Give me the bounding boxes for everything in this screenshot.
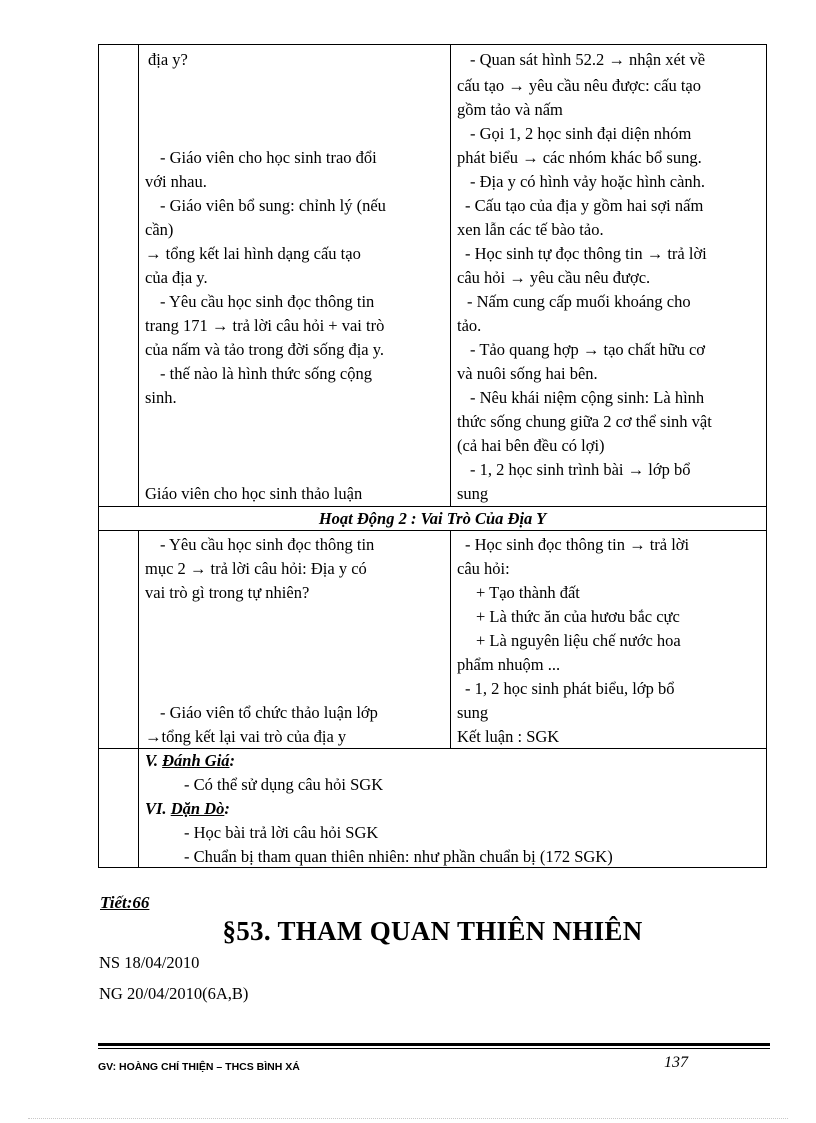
s1-left-line: → tổng kết lai hình dạng cấu tạo: [145, 244, 361, 263]
footer-page-number: 137: [664, 1054, 688, 1071]
footer-teacher: GV: HOÀNG CHÍ THIỆN – THCS BÌNH XÁ: [98, 1061, 300, 1073]
table-border-right: [766, 44, 767, 868]
s1-right-line: - 1, 2 học sinh trình bài → lớp bổ: [470, 460, 691, 479]
s2-right-line: + Là thức ăn của hươu bắc cực: [476, 607, 680, 626]
s1-left-line: - Yêu cầu học sinh đọc thông tin: [160, 292, 375, 311]
s1-right-line: - Cấu tạo của địa y gồm hai sợi nấm: [465, 196, 704, 215]
table-border-left: [98, 44, 99, 868]
s2-right-line: - Học sinh đọc thông tin → trả lời: [465, 535, 690, 554]
homework-line: - Học bài trả lời câu hỏi SGK: [184, 823, 379, 842]
s1-left-line: - Giáo viên bổ sung: chỉnh lý (nếu: [160, 196, 386, 215]
s1-right-line: và nuôi sống hai bên.: [457, 364, 598, 383]
s2-right-line: sung: [457, 703, 489, 722]
lesson-period: Tiết:66: [100, 893, 150, 912]
s1-left-line: Giáo viên cho học sinh thảo luận: [145, 484, 363, 503]
evaluation-heading-text: Đánh Giá: [162, 751, 230, 770]
lesson-ns-date: NS 18/04/2010: [99, 953, 200, 972]
s1-left-line: trang 171 → trả lời câu hỏi + vai trò: [145, 316, 385, 335]
evaluation-heading-colon: :: [229, 751, 236, 770]
s1-left-line: sinh.: [145, 388, 177, 407]
s1-right-line: - Gọi 1, 2 học sinh đại diện nhóm: [470, 124, 692, 143]
table-border-top: [98, 44, 767, 45]
s1-left-line: cần): [145, 220, 174, 239]
page-edge-dotted: [28, 1118, 788, 1119]
s1-right-line: tảo.: [457, 316, 482, 335]
s1-right-line: - Nấm cung cấp muối khoáng cho: [467, 292, 691, 311]
table-col-divider-narrow-2: [138, 531, 139, 868]
lesson-title: §53. THAM QUAN THIÊN NHIÊN: [222, 916, 643, 946]
s2-left-line: - Giáo viên tổ chức thảo luận lớp: [160, 703, 378, 722]
s1-right-line: thức sống chung giữa 2 cơ thể sinh vật: [457, 412, 712, 431]
s1-right-line: - Tảo quang hợp → tạo chất hữu cơ: [470, 340, 706, 359]
footer-rule-thick: [98, 1043, 770, 1046]
s1-right-line: cấu tạo → yêu cầu nêu được: cấu tạo: [457, 76, 701, 95]
evaluation-line: - Có thể sử dụng câu hỏi SGK: [184, 775, 384, 794]
homework-line: - Chuẩn bị tham quan thiên nhiên: như phần chuẩn bị (172 SGK): [184, 847, 613, 866]
s1-right-line: câu hỏi → yêu cầu nêu được.: [457, 268, 651, 287]
s1-left-line: - thế nào là hình thức sống cộng: [160, 364, 372, 383]
s1-right-line: - Địa y có hình vảy hoặc hình cành.: [470, 172, 706, 191]
s2-right-line: câu hỏi:: [457, 559, 510, 578]
evaluation-heading-num: V.: [145, 751, 159, 770]
homework-heading-text: Dặn Dò: [170, 799, 225, 818]
s1-left-line: địa y?: [148, 50, 188, 69]
s1-right-line: xen lẫn các tế bào tảo.: [457, 220, 604, 239]
s1-right-line: - Nêu khái niệm cộng sinh: Là hình: [470, 388, 705, 407]
footer-rule-thin: [98, 1048, 770, 1049]
lesson-ng-date: NG 20/04/2010(6A,B): [99, 984, 249, 1003]
s1-right-line: - Học sinh tự đọc thông tin → trả lời: [465, 244, 707, 263]
s1-left-line: với nhau.: [145, 172, 207, 191]
homework-heading-colon: :: [224, 799, 230, 818]
s2-right-line: - 1, 2 học sinh phát biểu, lớp bổ: [465, 679, 675, 698]
s1-right-line: (cả hai bên đều có lợi): [457, 436, 605, 455]
s1-left-line: của nấm và tảo trong đời sống địa y.: [145, 340, 385, 359]
activity-2-heading: Hoạt Động 2 : Vai Trò Của Địa Y: [318, 509, 547, 528]
evaluation-heading: [145, 749, 235, 773]
homework-heading: [145, 797, 230, 821]
s2-right-line: Kết luận : SGK: [457, 727, 560, 746]
s2-left-line: - Yêu cầu học sinh đọc thông tin: [160, 535, 375, 554]
s2-left-line: vai trò gì trong tự nhiên?: [145, 583, 310, 602]
s1-right-line: sung: [457, 484, 489, 503]
table-col-divider-narrow: [138, 44, 139, 507]
s2-left-line: mục 2 → trả lời câu hỏi: Địa y có: [145, 559, 367, 578]
s1-left-line: - Giáo viên cho học sinh trao đổi: [160, 148, 377, 167]
s1-right-line: phát biểu → các nhóm khác bổ sung.: [457, 148, 702, 167]
s2-right-line: + Là nguyên liệu chế nước hoa: [476, 631, 681, 650]
s1-left-line: của địa y.: [145, 268, 208, 287]
homework-heading-num: VI.: [145, 799, 167, 818]
s2-left-line: →tổng kết lại vai trò của địa y: [145, 727, 347, 746]
table-col-divider-middle: [450, 44, 451, 507]
s2-right-line: + Tạo thành đất: [476, 583, 580, 602]
s1-right-line: gồm tảo và nấm: [457, 100, 563, 119]
s1-right-line: - Quan sát hình 52.2 → nhận xét về: [470, 50, 706, 69]
s2-right-line: phẩm nhuộm ...: [457, 655, 561, 674]
